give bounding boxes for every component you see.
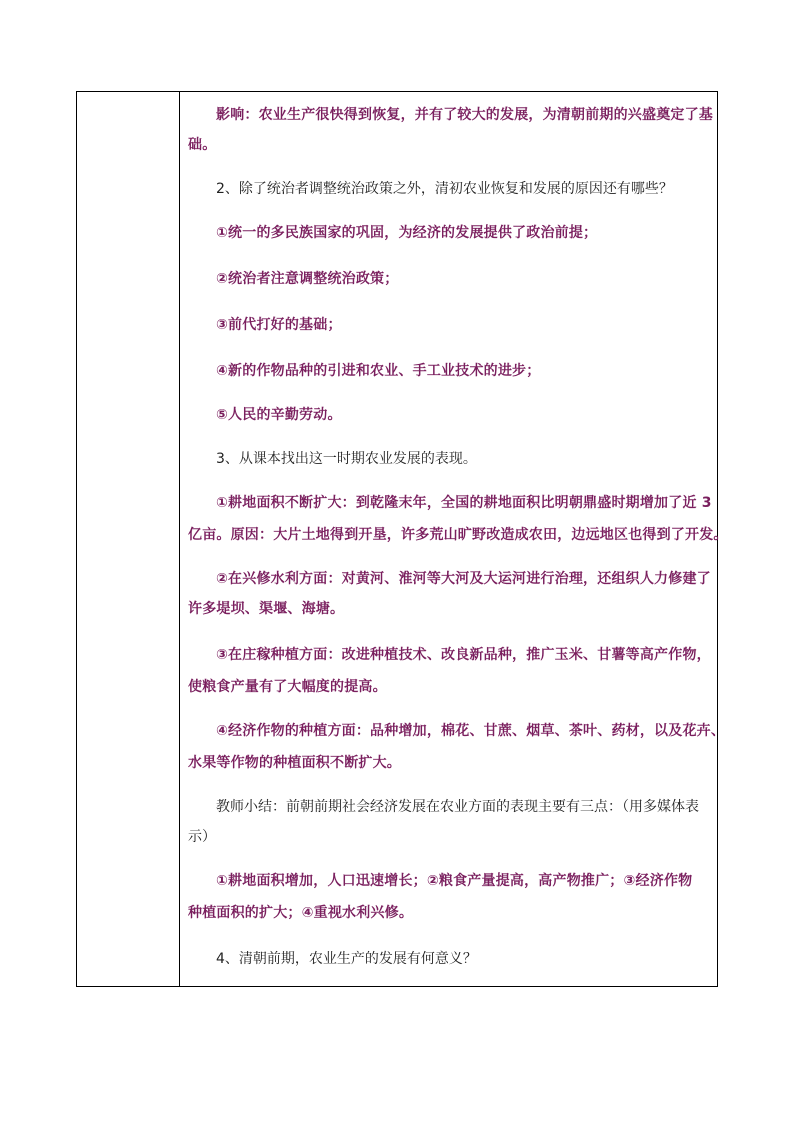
q3-point-2-line-2: 许多堤坝、渠堰、海塘。 bbox=[188, 601, 345, 617]
summary-line-2: 示） bbox=[188, 829, 216, 845]
q2-answer-3: ③前代打好的基础； bbox=[216, 317, 342, 333]
q3-point-4-line-2: 水果等作物的种植面积不断扩大。 bbox=[188, 755, 401, 771]
question-3: 3、从课本找出这一时期农业发展的表现。 bbox=[216, 451, 477, 467]
question-2: 2、除了统治者调整统治政策之外，清初农业恢复和发展的原因还有哪些？ bbox=[216, 181, 673, 197]
q2-answer-1: ①统一的多民族国家的巩固，为经济的发展提供了政治前提； bbox=[216, 225, 598, 241]
question-4: 4、清朝前期，农业生产的发展有何意义？ bbox=[216, 951, 477, 967]
q3-point-4-line-1: ④经济作物的种植方面：品种增加，棉花、甘蔗、烟草、茶叶、药材，以及花卉、 bbox=[216, 723, 726, 739]
q3-point-1-line-2: 亿亩。原因：大片土地得到开垦，许多荒山旷野改造成农田，边远地区也得到了开发。 bbox=[188, 527, 728, 543]
influence-line-1: 影响：农业生产很快得到恢复，并有了较大的发展，为清朝前期的兴盛奠定了基 bbox=[216, 107, 713, 123]
summary-answer-line-2: 种植面积的扩大；④重视水利兴修。 bbox=[188, 905, 414, 921]
table-left-column bbox=[77, 92, 180, 986]
lesson-table bbox=[76, 91, 728, 987]
q2-answer-4: ④新的作物品种的引进和农业、手工业技术的进步； bbox=[216, 363, 541, 379]
q3-point-3-line-2: 使粮食产量有了大幅度的提高。 bbox=[188, 679, 387, 695]
q3-point-2-line-1: ②在兴修水利方面：对黄河、淮河等大河及大运河进行治理，还组织人力修建了 bbox=[216, 571, 711, 587]
q3-point-3-line-1: ③在庄稼种植方面：改进种植技术、改良新品种，推广玉米、甘薯等高产作物， bbox=[216, 647, 711, 663]
summary-answer-line-1: ①耕地面积增加，人口迅速增长；②粮食产量提高，高产物推广；③经济作物 bbox=[216, 873, 693, 889]
q2-answer-2: ②统治者注意调整统治政策； bbox=[216, 271, 399, 287]
influence-line-2: 础。 bbox=[188, 137, 217, 153]
summary-line-1: 教师小结：前朝前期社会经济发展在农业方面的表现主要有三点：（用多媒体表 bbox=[216, 799, 699, 815]
q3-point-1-line-1: ①耕地面积不断扩大：到乾隆末年，全国的耕地面积比明朝鼎盛时期增加了近 3 bbox=[216, 495, 712, 511]
q2-answer-5: ⑤人民的辛勤劳动。 bbox=[216, 407, 342, 423]
table-content-column bbox=[180, 92, 728, 986]
